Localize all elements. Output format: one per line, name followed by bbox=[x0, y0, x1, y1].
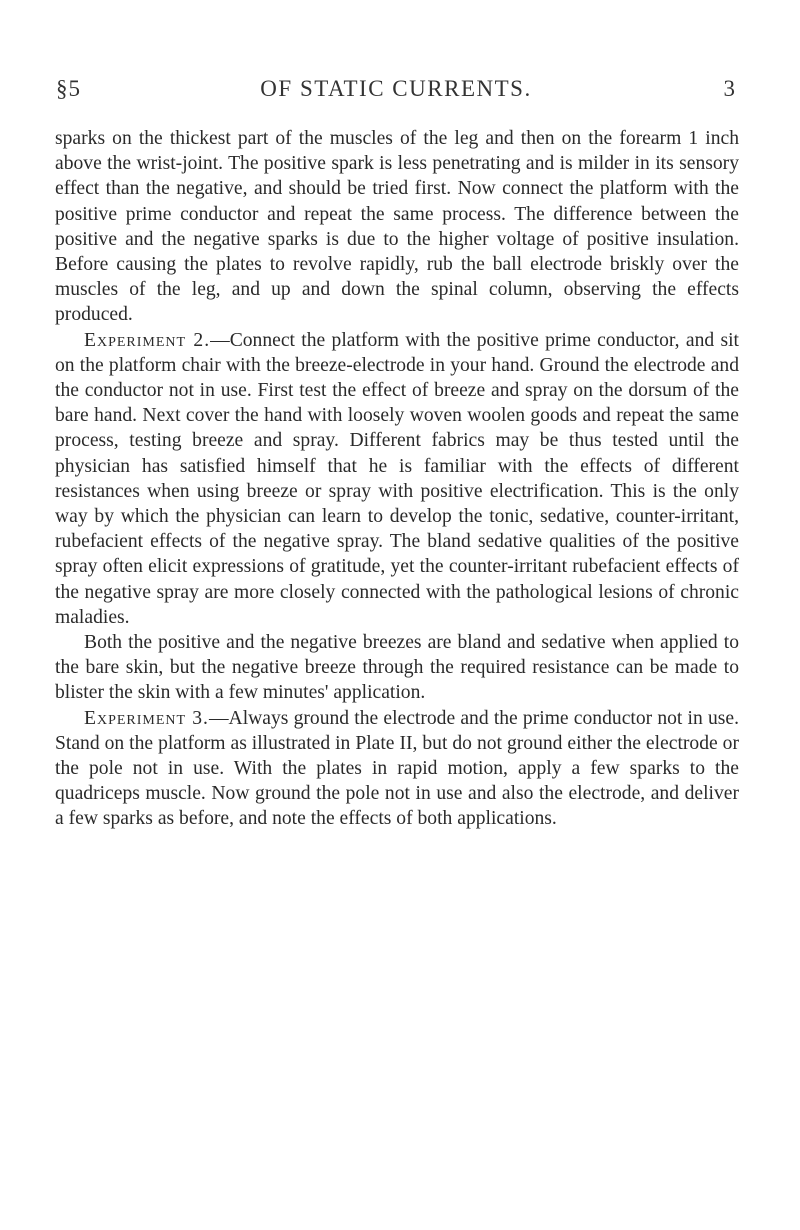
section-mark: §5 bbox=[56, 76, 81, 101]
paragraph-experiment-3 bbox=[55, 706, 739, 832]
paragraph-breezes bbox=[55, 630, 739, 706]
paragraph-continuation bbox=[55, 126, 739, 328]
experiment-heading: Experiment 3. bbox=[84, 707, 209, 729]
running-header bbox=[56, 76, 736, 110]
paragraph-experiment-2 bbox=[55, 328, 739, 630]
chapter-title: OF STATIC CURRENTS. bbox=[260, 76, 532, 101]
page-number: 3 bbox=[723, 76, 736, 101]
paragraph-text: sparks on the thickest part of the muscles of the leg and then on the forearm 1 inch above the wrist-joint. The positive spark is less penetrating and is milder in its sensory effect than the negative, and should be tried first. Now connect the platform with the positive prime conductor and repeat the same process. The difference between the positive and the negative sparks is due to the higher voltage of positive insulation. Before causing the plates to revolve rapidly, rub the ball electrode briskly over the muscles of the leg, and up and down the spinal column, observing the effects produced. bbox=[55, 128, 739, 326]
paragraph-text: —Connect the platform with the positive prime conductor, and sit on the platform chair with the breeze-electrode in your hand. Ground the electrode and the conductor not in use. First test the effect of breeze and spray on the dorsum of the bare hand. Next cover the hand with loosely woven woolen goods and repeat the same process, testing breeze and spray. Different fabrics may be thus tested until the physician has satisfied himself that he is familiar with the effects of different resistances when using breeze or spray with positive electrification. This is the only way by which the physician can learn to develop the tonic, sedative, counter-irritant, rubefacient effects of the negative spray. The bland sedative qualities of the positive spray often elicit expressions of gratitude, yet the counter-irritant rubefacient effects of the negative spray are more closely connected with the pathological lesions of chronic maladies. bbox=[55, 329, 739, 628]
paragraph-text: —Always ground the electrode and the prime conductor not in use. Stand on the platform as illustrated in Plate II, but do not ground either the electrode or the pole not in use. With the plates in rapid motion, apply a few sparks to the quadriceps muscle. Now ground the pole not in use and also the electrode, and deliver a few sparks as before, and note the effects of both applications. bbox=[55, 707, 739, 830]
experiment-heading: Experiment 2. bbox=[84, 329, 211, 351]
paragraph-text: Both the positive and the negative breezes are bland and sedative when applied to the bare skin, but the negative breeze through the required resistance can be made to blister the skin with a few minutes' application. bbox=[55, 632, 739, 704]
body-text bbox=[55, 126, 739, 832]
